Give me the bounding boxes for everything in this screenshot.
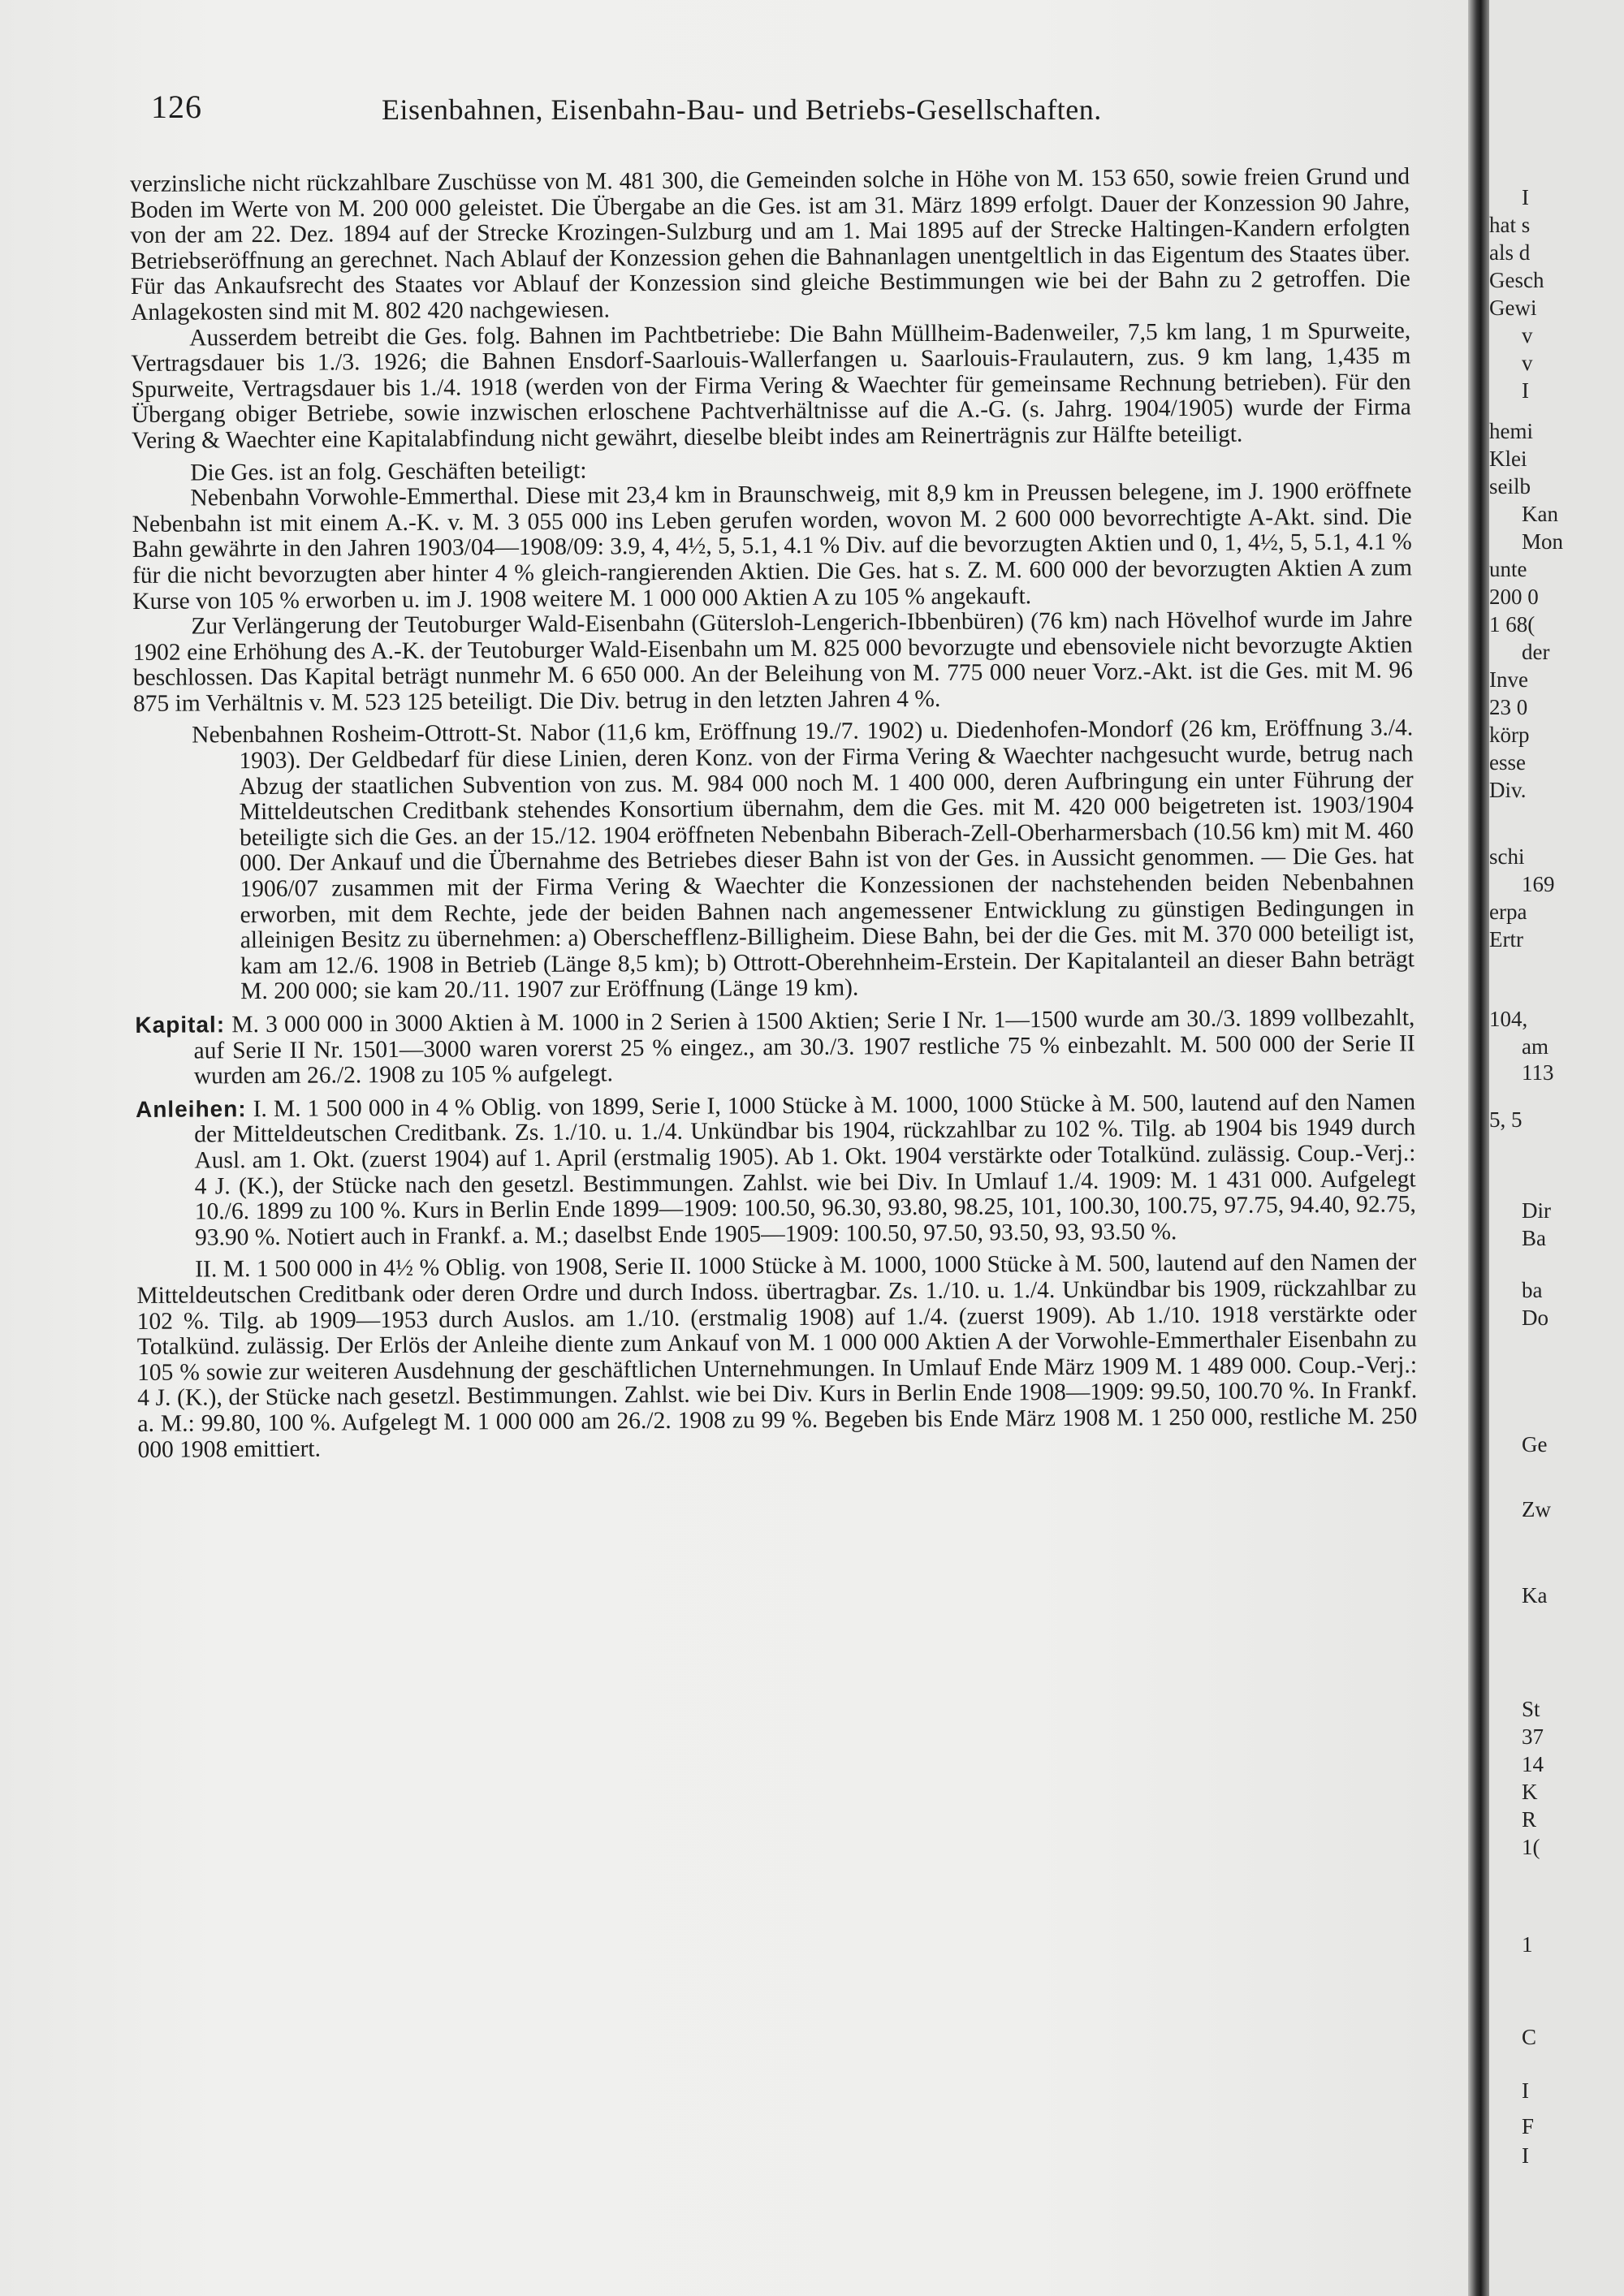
paragraph-kapital [135, 1004, 1415, 1090]
paragraph-rosheim-ottrott: Nebenbahnen Rosheim-Ottrott-St. Nabor (11,6 km, Eröffnung 19./7. 1902) u. Diedenhofen-Mondorf (26 km, Eröffnung 3./4. 1903). Der Geldbedarf für diese Linien, deren Konz. von der Firma Vering & Waechter nachgesucht wurde, betrug nach Abzug der staatlichen Subvention von zus. M. 984 000 noch M. 1 400 000, deren Aufbringung ein unter Führung der Mitteldeutschen Creditbank stehendes Konsortium übernahm, dem die Ges. mit M. 420 000 beigetreten ist. 1903/1904 beteiligte sich die Ges. an der 15./12. 1904 eröffneten Nebenbahn Biberach-Zell-Oberharmersbach (10.56 km) mit M. 460 000. Der Ankauf und die Übernahme des Betriebes dieser Bahn ist von der Ges. in Aussicht genommen. — Die Ges. hat 1906/07 zusammen mit der Firma Vering & Waechter die Konzessionen der nachstehenden beiden Nebenbahnen erworben, mit dem Rechte, jede der beiden Bahnen nach angemessener Entwicklung zu günstigen Bedingungen in alleinigen Besitz zu übernehmen: a) Oberschefflenz-Billigheim. Diese Bahn, bei der die Ges. mit M. 370 000 beteiligt ist, kam am 12./6. 1908 in Betrieb (Länge 8,5 km); b) Ottrott-Oberehnheim-Erstein. Der Kapitalanteil an dieser Bahn beträgt M. 200 000; sie kam 20./11. 1907 zur Eröffnung (Länge 19 km). [192, 714, 1415, 1005]
adjacent-page-fragment: hat s [1489, 213, 1531, 237]
paragraph-vorwohle-emmerthal: Nebenbahn Vorwohle-Emmerthal. Diese mit 23,4 km in Braunschweig, mit 8,9 km in Preussen belegene, im J. 1900 eröffnete Nebenbahn ist mit einem A.-K. v. M. 3 055 000 ins Leben gerufen worden, wovon M. 2 600 000 bevorrechtigte A-Akt. sind. Die Bahn gewährte in den Jahren 1903/04—1908/09: 3.9, 4, 4½, 5, 5.1, 4.1 % Div. auf die bevorzugten Aktien und 0, 1, 4½, 5, 5.1, 4.1 % für die nicht bevorzugten aber hinter 4 % gleich-rangierenden Aktien. Die Ges. hat s. Z. M. 600 000 der bevorzugten Aktien A zum Kurse von 105 % erworben u. im J. 1908 weitere M. 1 000 000 Aktien A zu 105 % angekauft. [132, 477, 1413, 615]
paragraph-pachtbetrieb: Ausserdem betreibt die Ges. folg. Bahnen im Pachtbetriebe: Die Bahn Müllheim-Badenweiler, 7,5 km lang, 1 m Spurweite, Vertragsdauer bis 1./3. 1926; die Bahnen Ensdorf-Saarlouis-Wallerfangen u. Saarlouis-Fraulautern, zus. 9 km lang, 1,435 m Spurweite, Vertragsdauer bis 1./4. 1918 (werden von der Firma Vering & Waechter für gemeinsame Rechnung betrieben). Für den Übergang obiger Betriebe, sowie inzwischen erloschene Pachtverhältnisse auf die A.-G. (s. Jahrg. 1904/1905) wurde der Firma Vering & Waechter eine Kapitalabfindung nicht gewährt, dieselbe bleibt indes am Reinerträgnis zur Hälfte beteiligt. [131, 317, 1411, 454]
adjacent-page-fragment: körp [1489, 723, 1530, 747]
adjacent-page-fragment: unte [1489, 557, 1527, 581]
adjacent-page-fragment: I [1522, 378, 1529, 403]
adjacent-page-fragment: Kan [1522, 502, 1558, 526]
anleihen-text: I. M. 1 500 000 in 4 % Oblig. von 1899, Serie I, 1000 Stücke à M. 1000, 1000 Stücke à M. 500, lautend auf den Namen der Mitteldeutschen Creditbank. Zs. 1./10. u. 1./4. Unkündbar bis 1904, rückzahlbar zu 102 %. Tilg. ab 1904 bis 1949 durch Ausl. am 1. Okt. (zuerst 1904) auf 1. April (erstmalig 1905). Ab 1. Okt. 1904 verstärkte oder Totalkünd. zulässig. Coup.-Verj.: 4 J. (K.), der Stücke nach den gesetzl. Bestimmungen. Zahlst. wie bei Div. In Umlauf 1./4. 1909: M. 1 431 000. Aufgelegt 10./6. 1899 zu 100 %. Kurs in Berlin Ende 1899—1909: 100.50, 96.30, 93.80, 98.25, 101, 100.30, 100.75, 97.75, 94.40, 92.75, 93.90 %. Notiert auch in Frankf. a. M.; daselbst Ende 1905—1909: 100.50, 97.50, 93.50, 93, 93.50 %. [194, 1089, 1416, 1251]
adjacent-page-fragment: Ertr [1489, 927, 1523, 952]
paragraph-anleihen [136, 1089, 1416, 1251]
adjacent-page-fragment: 1( [1522, 1835, 1540, 1859]
paragraph-beteiligungen-intro: Die Ges. ist an folg. Geschäften beteiligt: [190, 457, 587, 486]
adjacent-page-fragment: Inve [1489, 667, 1528, 692]
adjacent-page-fragment: 113 [1522, 1060, 1554, 1085]
kapital-text: M. 3 000 000 in 3000 Aktien à M. 1000 in 2 Serien à 1500 Aktien; Serie I Nr. 1—1500 wurde am 30./3. 1899 vollbezahlt, auf Serie II Nr. 1501—3000 waren vorerst 25 % eingez., am 30./3. 1907 restliche 75 % einbezahlt. M. 500 000 der Serie II wurden am 26./2. 1908 zu 105 % aufgelegt. [193, 1004, 1415, 1090]
running-title: Eisenbahnen, Eisenbahn-Bau- und Betriebs-Gesellschaften. [382, 93, 1102, 126]
adjacent-page-fragment: Mon [1522, 529, 1564, 554]
adjacent-page-fragment: Ge [1522, 1432, 1548, 1457]
adjacent-page-fragment: Gesch [1489, 268, 1544, 292]
adjacent-page-fragment: ba [1522, 1278, 1543, 1302]
page-header [151, 88, 1418, 136]
adjacent-page-fragment: v [1522, 323, 1533, 347]
adjacent-page-fragment: 104, [1489, 1007, 1528, 1031]
article-body [130, 164, 1418, 1463]
adjacent-page-fragment: Klei [1489, 447, 1527, 471]
adjacent-page-fragment: 37 [1522, 1724, 1544, 1749]
kapital-label: Kapital: [135, 1012, 226, 1038]
adjacent-page-fragment: I [1522, 2143, 1529, 2168]
adjacent-page-fragment: Zw [1522, 1497, 1551, 1521]
adjacent-page-fragment: K [1522, 1780, 1538, 1804]
adjacent-page-fragment: 200 0 [1489, 585, 1539, 609]
adjacent-page-fragment: Ba [1522, 1226, 1546, 1250]
adjacent-page-fragment: v [1522, 351, 1533, 375]
adjacent-page-fragment: Ka [1522, 1583, 1548, 1608]
anleihen-label: Anleihen: [135, 1095, 247, 1122]
adjacent-page-fragment: Div. [1489, 778, 1527, 802]
adjacent-page-fragment: seilb [1489, 474, 1531, 498]
adjacent-page-fragment: Gewi [1489, 296, 1537, 320]
adjacent-page-fragment: 169 [1522, 872, 1555, 896]
adjacent-page-fragment: schi [1489, 844, 1525, 869]
adjacent-page-fragment: als d [1489, 240, 1531, 265]
adjacent-page-fragment: I [1522, 2078, 1529, 2103]
paragraph-konzession: verzinsliche nicht rückzahlbare Zuschüsse von M. 481 300, die Gemeinden solche in Höhe von M. 153 650, sowie freien Grund und Boden im Werte von M. 200 000 geleistet. Die Übergabe an die Ges. ist am 31. März 1899 erfolgt. Dauer der Konzession 90 Jahre, von der am 22. Dez. 1894 auf der Strecke Krozingen-Sulzburg und am 1. Mai 1895 auf der Strecke Haltingen-Kandern erfolgten Betriebseröffnung an gerechnet. Nach Ablauf der Konzession gehen die Bahnanlagen unentgeltlich in das Eigentum des Staates über. Für das Ankaufsrecht des Staates vor Ablauf der Konzession sind gleiche Bestimmungen wie bei der Bahn zu 2 getroffen. Die Anlagekosten sind mit M. 802 420 nachgewiesen. [129, 163, 1410, 326]
adjacent-page-fragment: 14 [1522, 1752, 1544, 1776]
page-number: 126 [151, 88, 202, 125]
adjacent-page-fragment: erpa [1489, 900, 1527, 924]
adjacent-page-fragment: hemi [1489, 419, 1533, 443]
adjacent-page-fragment: St [1522, 1697, 1540, 1721]
adjacent-page-fragment: Do [1522, 1306, 1548, 1330]
adjacent-page-fragment: 5, 5 [1489, 1107, 1522, 1132]
adjacent-page-fragment: 23 0 [1489, 695, 1528, 719]
adjacent-page-fragment: F [1522, 2114, 1535, 2138]
adjacent-page-fragment: der [1522, 640, 1550, 664]
paragraph-anleihe-2: II. M. 1 500 000 in 4½ % Oblig. von 1908, Serie II. 1000 Stücke à M. 1000, 1000 Stücke à M. 500, lautend auf den Namen der Mitteldeutschen Creditbank oder deren Ordre und durch Indoss. übertragbar. Zs. 1./10. u. 1./4. Unkündbar bis 1909, rückzahlbar zu 102 %. Tilg. ab 1909—1953 durch Auslos. am 1./10. (erstmalig 1908) auf 1./4. (zuerst 1909). Ab 1./10. 1918 verstärkte oder Totalkünd. zulässig. Der Erlös der Anleihe diente zum Ankauf von M. 1 000 000 Aktien A der Vorwohle-Emmerthaler Eisenbahn zu 105 % sowie zur weiteren Ausdehnung der geschäftlichen Unternehmungen. In Umlauf Ende März 1909 M. 1 489 000. Coup.-Verj.: 4 J. (K.), der Stücke nach gesetzl. Bestimmungen. Zahlst. wie bei Div. Kurs in Berlin Ende 1908—1909: 99.50, 100.70 %. In Frankf. a. M.: 99.80, 100 %. Aufgelegt M. 1 000 000 am 26./2. 1908 zu 99 %. Begeben bis Ende März 1908 M. 1 250 000, restliche M. 250 000 1908 emittiert. [136, 1249, 1418, 1463]
adjacent-page-fragment: R [1522, 1807, 1537, 1832]
adjacent-page-edge [1489, 0, 1624, 2296]
book-gutter [1468, 0, 1489, 2296]
adjacent-page-fragment: C [1522, 2025, 1537, 2049]
paragraph-teutoburger-wald: Zur Verlängerung der Teutoburger Wald-Eisenbahn (Gütersloh-Lengerich-Ibbenbüren) (76 km) nach Hövelhof wurde im Jahre 1902 eine Erhöhung des A.-K. der Teutoburger Wald-Eisenbahn um M. 825 000 bevorzugte und ebensoviele nicht bevorzugte Aktien beschlossen. Das Kapital beträgt nunmehr M. 6 650 000. An der Beleihung von M. 775 000 neuer Vorz.-Akt. ist die Ges. mit M. 96 875 im Verhältnis v. M. 523 125 beteiligt. Die Div. betrug in den letzten Jahren 4 %. [132, 606, 1413, 717]
adjacent-page-fragment: 1 [1522, 1932, 1533, 1957]
adjacent-page-fragment: 1 68( [1489, 612, 1535, 637]
adjacent-page-fragment: Dir [1522, 1198, 1551, 1223]
adjacent-page-fragment: am [1522, 1034, 1548, 1059]
adjacent-page-fragment: I [1522, 185, 1529, 209]
adjacent-page-fragment: esse [1489, 750, 1526, 775]
